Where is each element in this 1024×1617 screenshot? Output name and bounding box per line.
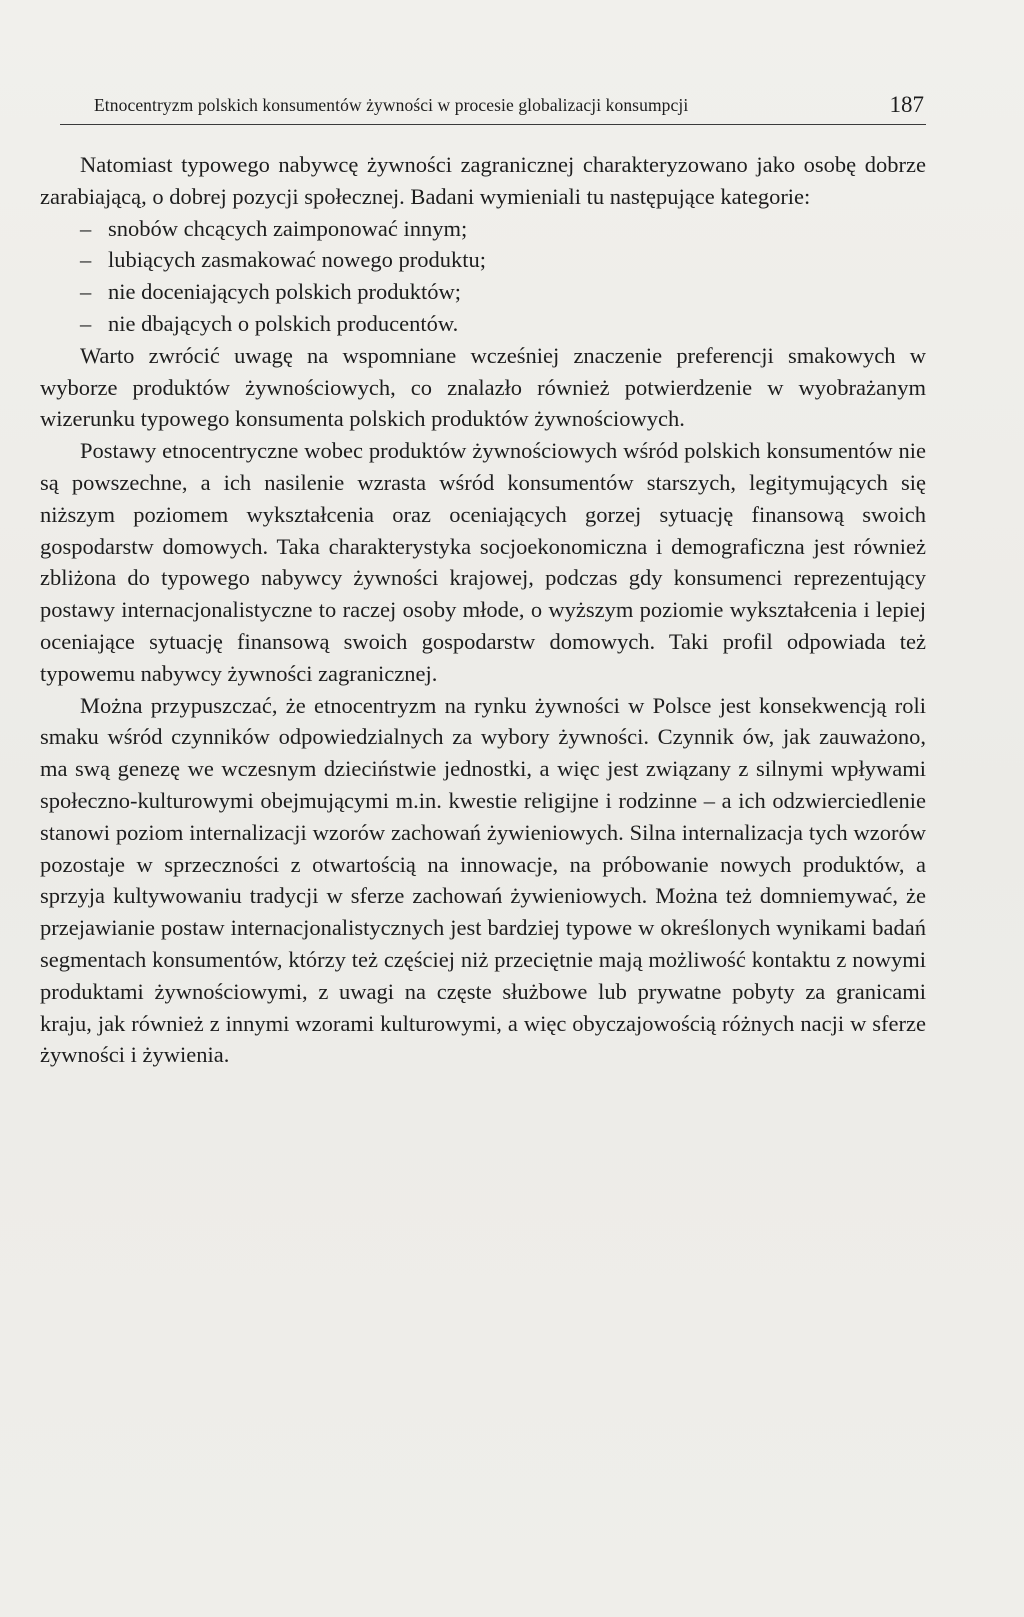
- paragraph-4: Można przypuszczać, że etnocentryzm na rynku żywności w Polsce jest konsekwencją roli smaku wśród czynników odpowiedzialnych za wybory żywności. Czynnik ów, jak zauważono, ma swą genezę we wczesnym dzieciństwie jednostki, a więc jest związany z silnymi wpływami społeczno-kulturowymi obejmującymi m.in. kwestie religijne i rodzinne – a ich odzwierciedlenie stanowi poziom internalizacji wzorów zachowań żywieniowych. Silna internalizacja tych wzorów pozostaje w sprzeczności z otwartością na innowacje, na próbowanie nowych produktów, a sprzyja kultywowaniu tradycji w sferze zachowań żywieniowych. Można też domniemywać, że przejawianie postaw internacjonalistycznych jest bardziej typowe w określonych wynikami badań segmentach konsumentów, którzy też częściej niż przeciętnie mają możliwość kontaktu z nowymi produktami żywnościowymi, z uwagi na częste służbowe lub prywatne pobyty za granicami kraju, jak również z innymi wzorami kulturowymi, a więc obyczajowością różnych nacji w sferze żywności i żywienia.: [40, 692, 926, 1068]
- list-item: [40, 276, 926, 308]
- header-rule: [60, 124, 926, 125]
- list-item-text: nie doceniających polskich produktów;: [108, 279, 462, 305]
- list-item-text: lubiących zasmakować nowego produktu;: [108, 247, 487, 273]
- list-item: [40, 308, 926, 340]
- list-marker: –: [80, 310, 92, 336]
- list-marker: –: [80, 215, 92, 241]
- list-item: [40, 213, 926, 245]
- list-marker: –: [80, 247, 92, 273]
- list-item-text: nie dbających o polskich producentów.: [108, 310, 459, 336]
- paragraph-1: Natomiast typowego nabywcę żywności zagranicznej charakteryzowano jako osobę dobrze zarabiającą, o dobrej pozycji społecznej. Badani wymieniali tu następujące kategorie:: [40, 152, 926, 209]
- list-marker: –: [80, 279, 92, 305]
- paragraph-2: Warto zwrócić uwagę na wspomniane wcześniej znaczenie preferencji smakowych w wyborze produktów żywnościowych, co znalazło również potwierdzenie w wyobrażanym wizerunku typowego konsumenta polskich produktów żywnościowych.: [40, 342, 926, 432]
- page-number: 187: [889, 92, 924, 117]
- list-item-text: snobów chcących zaimponować innym;: [108, 215, 468, 241]
- bullet-list: [40, 213, 926, 340]
- list-item: [40, 244, 926, 276]
- running-head: [94, 92, 924, 124]
- body-text: [40, 149, 926, 1071]
- paragraph-3: Postawy etnocentryczne wobec produktów żywnościowych wśród polskich konsumentów nie są powszechne, a ich nasilenie wzrasta wśród konsumentów starszych, legitymujących się niższym poziomem wykształcenia oraz oceniających gorzej sytuację finansową swoich gospodarstw domowych. Taka charakterystyka socjoekonomiczna i demograficzna jest również zbliżona do typowego nabywcy żywności krajowej, podczas gdy konsumenci reprezentujący postawy internacjonalistyczne to raczej osoby młode, o wyższym poziomie wykształcenia i lepiej oceniające sytuację finansową swoich gospodarstw domowych. Taki profil odpowiada też typowemu nabywcy żywności zagranicznej.: [40, 438, 926, 686]
- running-title: Etnocentryzm polskich konsumentów żywności w procesie globalizacji konsumpcji: [94, 95, 689, 115]
